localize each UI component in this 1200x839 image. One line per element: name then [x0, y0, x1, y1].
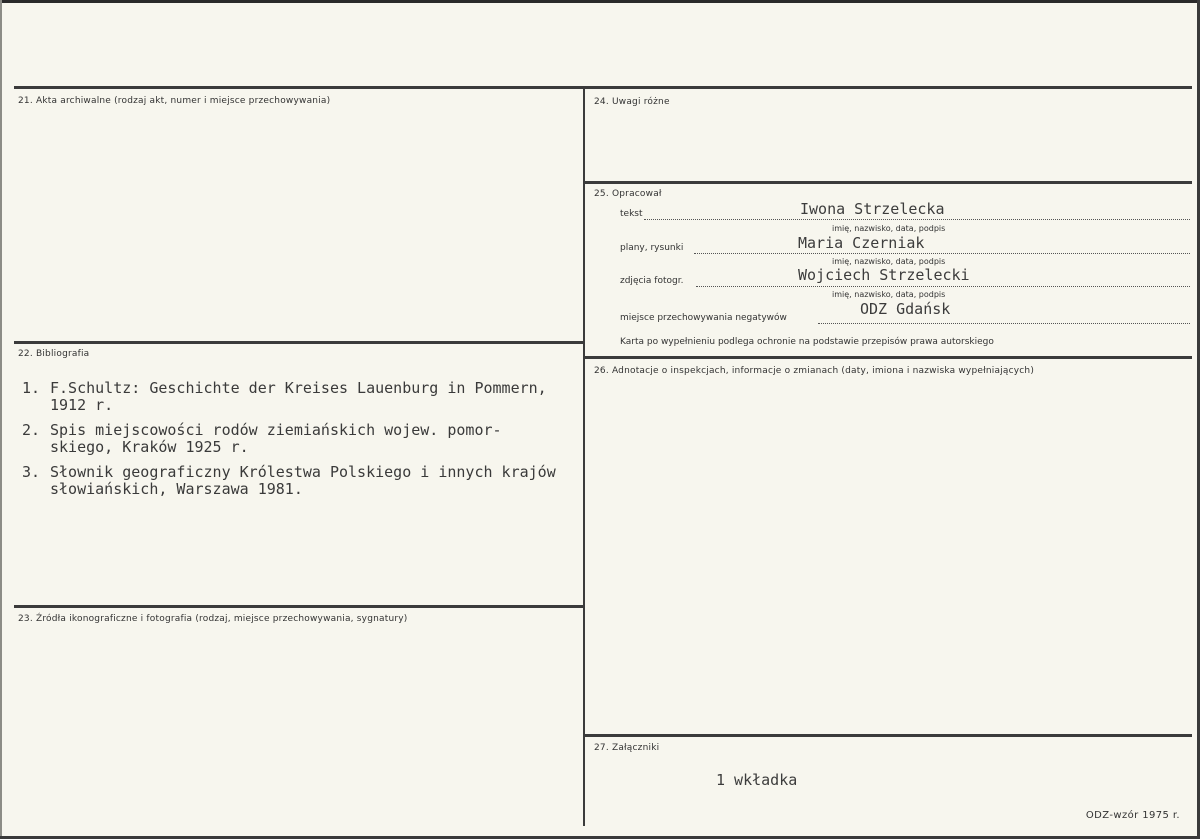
- section-26-label: 26. Adnotacje o inspekcjach, informacje o zmianach (daty, imiona i nazwiska wypełniających): [594, 366, 1035, 376]
- item-text: Słownik geograficzny Królestwa Polskiego i innych krajów słowiańskich, Warszawa 1981.: [50, 463, 556, 498]
- list-item: [22, 464, 572, 498]
- list-item: [22, 380, 572, 414]
- section-24-label: 24. Uwagi różne: [594, 97, 670, 107]
- item-text: F.Schultz: Geschichte der Kreises Lauenburg in Pommern, 1912 r.: [50, 379, 547, 414]
- negatives-row-label: miejsce przechowywania negatywów: [620, 313, 787, 323]
- author-row-line: [644, 219, 1190, 220]
- photos-caption: imię, nazwisko, data, podpis: [832, 290, 946, 299]
- copyright-notice: Karta po wypełnieniu podlega ochronie na podstawie przepisów prawa autorskiego: [620, 337, 994, 347]
- author-value: Iwona Strzelecka: [800, 200, 945, 218]
- list-item: [22, 422, 572, 456]
- rule-22-23: [14, 605, 583, 608]
- drawings-row-label: plany, rysunki: [620, 243, 684, 253]
- item-number: 3.: [22, 463, 41, 481]
- section-25-label: 25. Opracował: [594, 189, 662, 199]
- rule-25-26: [585, 356, 1192, 359]
- column-divider: [583, 86, 585, 826]
- drawings-row-line: [694, 253, 1190, 254]
- section-27-label: 27. Załączniki: [594, 743, 660, 753]
- form-version-footer: ODZ-wzór 1975 r.: [1085, 810, 1180, 821]
- attachments-value: 1 wkładka: [716, 771, 798, 789]
- rule-26-27: [585, 734, 1192, 737]
- photos-row-line: [696, 286, 1190, 287]
- negatives-value: ODZ Gdańsk: [860, 300, 951, 318]
- top-border: [0, 0, 1200, 3]
- author-row-label: tekst: [620, 209, 643, 219]
- photos-row-label: zdjęcia fotogr.: [620, 276, 684, 286]
- section-23-label: 23. Źródła ikonograficzne i fotografia (rodzaj, miejsce przechowywania, sygnatury): [18, 614, 408, 624]
- drawings-value: Maria Czerniak: [798, 234, 925, 252]
- bibliography-list: [22, 380, 572, 506]
- left-border: [0, 0, 2, 839]
- form-top-rule: [14, 86, 1192, 89]
- item-number: 2.: [22, 421, 41, 439]
- item-text: Spis miejscowości rodów ziemiańskich wojew. pomor- skiego, Kraków 1925 r.: [50, 421, 502, 456]
- section-22-label: 22. Bibliografia: [18, 349, 90, 359]
- rule-21-22: [14, 341, 583, 344]
- item-number: 1.: [22, 379, 41, 397]
- section-21-label: 21. Akta archiwalne (rodzaj akt, numer i miejsce przechowywania): [18, 96, 331, 106]
- photos-value: Wojciech Strzelecki: [798, 266, 970, 284]
- rule-24-25: [585, 181, 1192, 184]
- negatives-row-line: [818, 323, 1190, 324]
- drawings-caption: imię, nazwisko, data, podpis: [832, 257, 946, 266]
- author-caption: imię, nazwisko, data, podpis: [832, 224, 946, 233]
